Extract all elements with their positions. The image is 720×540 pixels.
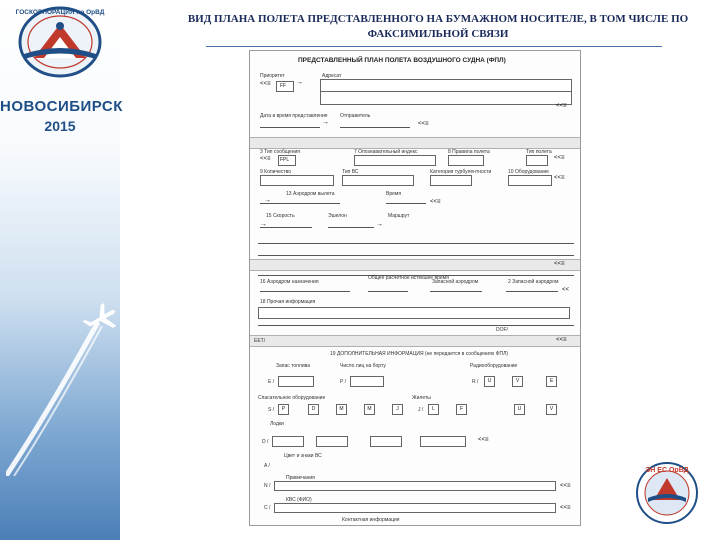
flight-type-field[interactable] [526,155,548,166]
f16-label: 16 Аэродром назначения [260,279,319,285]
radio-e-checkbox[interactable]: E [546,376,557,387]
radio-u-checkbox[interactable]: U [484,376,495,387]
dinghy-number-field[interactable] [272,436,304,447]
f7-label: 7 Опознавательный индекс [354,149,418,155]
dinghy-capacity-field[interactable] [316,436,348,447]
destination-field[interactable] [260,291,350,292]
radio-label: Радиооборудование [470,363,518,369]
route-line-2[interactable] [258,255,574,256]
page-title: ВИД ПЛАНА ПОЛЕТА ПРЕДСТАВЛЕННОГО НА БУМАЖНОМ НОСИТЕЛЕ, В ТОМ ЧИСЛЕ ПО ФАКСИМИЛЬНОЙ СВЯЗИ [187,13,689,40]
dinghy-color-field[interactable] [420,436,466,447]
originator-field[interactable] [340,127,410,128]
message-type-field[interactable]: FPL [278,155,296,166]
bracket-symbol: << [562,287,570,293]
pilot-field[interactable] [274,503,556,513]
wake-turbulence-field[interactable] [430,175,472,186]
aircraft-id-field[interactable] [354,155,436,166]
f15b-label: Эшелон [328,213,347,219]
dof-mark: DOF/ [496,327,508,333]
priority-label: Приоритет [260,73,285,79]
n-mark: N / [264,483,271,489]
f16b-label: Общее расчетное истекшее время [368,275,449,281]
addressee-label: Адресат [322,73,342,79]
priority-field[interactable]: FF [276,81,294,92]
f8b-label: Тип полета [526,149,552,155]
f9-label: 9 Количество [260,169,292,175]
goskorporatsiya-logo [4,4,116,92]
remarks-field[interactable] [274,481,556,491]
route-line-1[interactable] [258,243,574,244]
survival-d-checkbox[interactable]: D [308,404,319,415]
form-title: ПРЕДСТАВЛЕННЫЙ ПЛАН ПОЛЕТА ВОЗДУШНОГО СУДНА (ФПЛ) [298,57,506,64]
arrow-icon: → [376,221,383,228]
separator-bar [250,335,580,347]
aircraft-count-field[interactable] [260,175,334,186]
other-info-line[interactable] [258,325,574,326]
f16d-label: 2 Запасной аэродром [508,279,559,285]
alternate-field[interactable] [430,291,482,292]
arrow-icon: → [296,79,303,86]
airplane-contrail-icon [6,296,118,476]
radio-v-checkbox[interactable]: V [512,376,523,387]
separator-bar [250,137,580,149]
bracket-symbol: <<≡ [554,261,565,267]
eet-mark: EET/ [254,338,266,344]
s-mark: S / [268,407,275,413]
bracket-symbol: <<≡ [430,199,441,205]
bracket-symbol: <<≡ [478,437,489,443]
open-bracket-symbol: <<≡ [260,81,271,87]
f10-label: 10 Оборудование [508,169,549,175]
flight-plan-form [249,50,581,526]
time-field[interactable] [386,203,426,204]
title-divider [206,46,662,47]
survival-label: Спасательное оборудование [258,395,326,401]
alternate-2-field[interactable] [506,291,558,292]
persons-field[interactable] [350,376,384,387]
departure-field[interactable] [260,203,340,204]
j-mark: J / [418,407,424,413]
survival-j-checkbox[interactable]: M [364,404,375,415]
f13b-label: Время [386,191,402,197]
persons-label: Число лиц на борту [340,363,386,369]
endurance-field[interactable] [278,376,314,387]
dinghy-cover-field[interactable] [370,436,402,447]
r-mark: R / [472,379,479,385]
endurance-label: Запас топлива [276,363,310,369]
other-info-field[interactable] [258,307,570,319]
f9b-label: Тип ВС [342,169,359,175]
pilot-label: КВС (ФИО) [286,497,312,503]
color-label: Цвет и знаки ВС [284,453,322,459]
f3-label: 3 Тип сообщения [260,149,300,155]
f15c-label: Маршрут [388,213,410,219]
flight-rules-field[interactable] [448,155,484,166]
speed-field[interactable] [260,227,312,228]
f8-label: 8 Правила полета [448,149,490,155]
survival-p-checkbox[interactable]: P [278,404,289,415]
year-label: 2015 [44,118,76,134]
city-label: НОВОСИБИРСК [0,98,123,115]
emblem-text: ЭН ЕС ОрВД [645,467,689,474]
bracket-symbol: <<≡ [260,156,271,162]
arrow-icon: → [322,119,329,126]
es-orvd-emblem [634,460,700,526]
originator-label: Отправитель [340,113,371,119]
bracket-symbol: <<≡ [560,505,571,511]
p-mark: P / [340,379,347,385]
f15-label: 15 Скорость [266,213,295,219]
bracket-symbol: <<≡ [418,121,429,127]
jacket-v-checkbox[interactable]: V [546,404,557,415]
survival-j2-checkbox[interactable]: J [392,404,403,415]
d-mark: D / [262,439,269,445]
jacket-l-checkbox[interactable]: L [428,404,439,415]
sidebar [0,0,123,540]
filing-time-label: Дата и время представления [260,113,328,119]
contact-label: Контактная информация [342,517,400,523]
f18-label: 18 Прочая информация [260,299,316,305]
f19-label: 19 ДОПОЛНИТЕЛЬНАЯ ИНФОРМАЦИЯ (не передается в сообщениях ФПЛ) [330,351,509,357]
a-mark: A / [264,463,270,469]
bracket-symbol: <<≡ [554,155,565,161]
f13-label: 13 Аэродром вылета [286,191,335,197]
bracket-symbol: <<≡ [556,337,567,343]
e-mark: E / [268,379,275,385]
c-mark: C / [264,505,271,511]
separator-bar [250,259,580,271]
addressee-field-2[interactable] [320,91,572,105]
arrow-icon: → [264,197,271,204]
f16c-label: Запасной аэродром [432,279,479,285]
filing-time-field[interactable] [260,127,320,128]
jacket-f-checkbox[interactable]: F [456,404,467,415]
aircraft-type-field[interactable] [342,175,414,186]
survival-m-checkbox[interactable]: M [336,404,347,415]
equipment-field[interactable] [508,175,552,186]
close-bracket-symbol: <<≡ [556,103,567,109]
logo-text: ГОСКОРПОРАЦИЯ по ОрВД [15,9,105,16]
dinghies-label: Лодки [270,421,284,427]
eet-field[interactable] [368,291,408,292]
arrow-icon: → [260,221,267,228]
remarks-label: Примечания [286,475,315,481]
level-field[interactable] [328,227,374,228]
f9c-label: Категория турбулентности [430,169,492,175]
jacket-u-checkbox[interactable]: U [514,404,525,415]
jackets-label: Жилеты [412,395,431,401]
bracket-symbol: <<≡ [560,483,571,489]
bracket-symbol: <<≡ [554,175,565,181]
